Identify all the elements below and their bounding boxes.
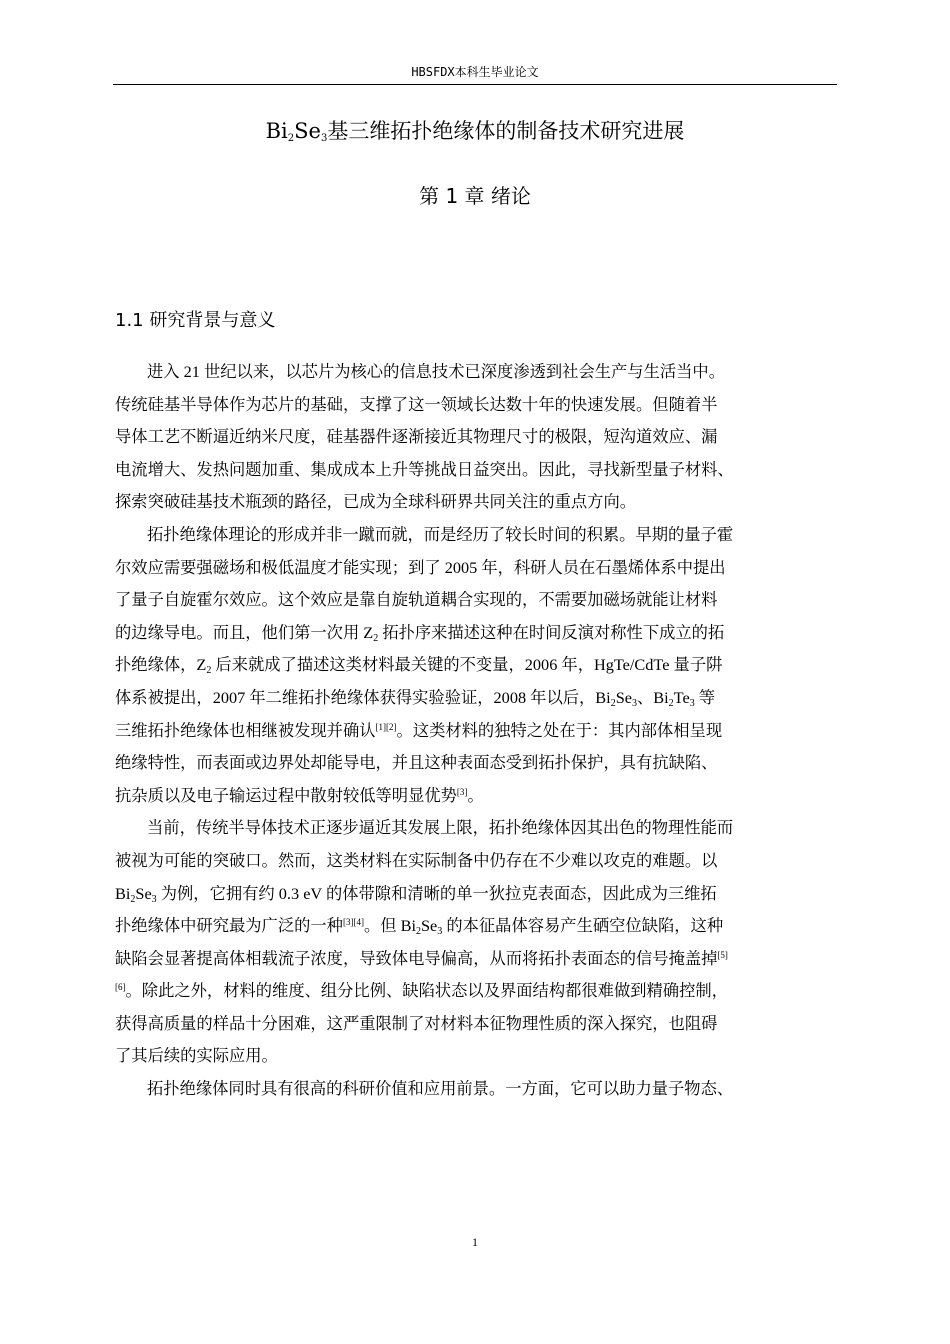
body-line (115, 715, 855, 748)
body-line (115, 943, 855, 976)
body-line: 拓扑绝缘体同时具有很高的科研价值和应用前景。一方面，它可以助力量子物态、 (147, 1079, 734, 1099)
text-run: Se (135, 883, 152, 903)
thesis-title (113, 114, 837, 148)
text-run: Te (673, 687, 690, 707)
body-line: 导体工艺不断逼近纳米尺度，硅基器件逐渐接近其物理尺寸的极限，短沟道效应、漏 (115, 427, 718, 447)
body-line: 传统硅基半导体作为芯片的基础，支撑了这一领域长达数十年的快速发展。但随着半 (115, 394, 718, 414)
text-run: 体系被提出，2007 年二维拓扑绝缘体获得实验验证，2008 年以后，Bi (115, 687, 611, 707)
subscript: 2 (668, 697, 674, 709)
text-run: 扑绝缘体，Z (115, 655, 207, 675)
body-line (115, 682, 855, 715)
page-number: 1 (472, 1235, 478, 1249)
body-line: 电流增大、发热问题加重、集成成本上升等挑战日益突出。因此，寻找新型量子材料、 (115, 459, 734, 479)
subscript: 2 (130, 893, 136, 905)
text-run: 抗杂质以及电子输运过程中散射较低等明显优势 (115, 785, 457, 805)
citation-ref[interactable]: [5] (717, 949, 728, 960)
text-run: 的边缘导电。而且，他们第一次用 Z (115, 622, 374, 642)
text-run: 为例，它拥有约 0.3 eV 的体带隙和清晰的单一狄拉克表面态，因此成为三维拓 (156, 883, 717, 903)
body-line: 了量子自旋霍尔效应。这个效应是靠自旋轨道耦合实现的，不需要加磁场就能让材料 (115, 590, 718, 610)
subscript: 3 (631, 697, 637, 709)
body-line: 探索突破硅基技术瓶颈的路径，已成为全球科研界共同关注的重点方向。 (115, 492, 637, 512)
text-run: 扑绝缘体中研究最为广泛的一种 (115, 916, 343, 936)
body-line (115, 617, 855, 650)
text-run: 的本征晶体容易产生硒空位缺陷，这种 (442, 916, 724, 936)
body-line: 绝缘特性，而表面或边界处却能导电，并且这种表面态受到拓扑保护，具有抗缺陷、 (115, 753, 718, 773)
subscript: 3 (689, 697, 695, 709)
body-line: 进入 21 世纪以来，以芯片为核心的信息技术已深度渗透到社会生产与生活当中。 (147, 362, 725, 381)
body-line: 当前，传统半导体技术正逐步逼近其发展上限，拓扑绝缘体因其出色的物理性能而 (147, 818, 734, 838)
text-run: Se (420, 916, 438, 936)
subscript: 3 (151, 893, 157, 905)
running-header: HBSFDX本科生毕业论文 (411, 65, 539, 79)
title-bi: Bi (265, 119, 288, 143)
body-line: 被视为可能的突破口。然而，这类材料在实际制备中仍存在不少难以攻克的难题。以 (115, 850, 718, 870)
body-line: 获得高质量的样品十分困难，这严重限制了对材料本征物理性质的深入探究，也阻碍 (115, 1013, 718, 1033)
text-run: 。除此之外，材料的维度、组分比例、缺陷状态以及界面结构都很难做到精确控制， (125, 981, 728, 1001)
subscript: 2 (610, 697, 616, 709)
title-se: Se (294, 119, 321, 143)
text-run: 、Bi (636, 687, 669, 707)
subscript: 2 (415, 926, 421, 938)
header-rule (113, 84, 837, 85)
chapter-title: 第 1 章 绪论 (419, 184, 531, 208)
title-subscript-3: 3 (320, 133, 328, 144)
body-line (115, 878, 855, 911)
body-text (115, 356, 855, 1106)
body-line: 尔效应需要强磁场和极低温度才能实现；到了 2005 年，科研人员在石墨烯体系中提出 (115, 557, 726, 577)
body-line (115, 975, 855, 1008)
text-run: 缺陷会显著提高体相载流子浓度，导致体电导偏高，从而将拓扑表面态的信号掩盖掉 (115, 948, 718, 968)
text-run: 拓扑序来描述这种在时间反演对称性下成立的拓 (378, 622, 725, 642)
citation-ref[interactable]: [3] (456, 786, 468, 797)
text-run: 等 (694, 687, 716, 707)
subscript: 2 (373, 632, 379, 644)
title-rest: 基三维拓扑绝缘体的制备技术研究进展 (327, 119, 685, 143)
body-line (115, 649, 855, 682)
body-line: 了其后续的实际应用。 (115, 1046, 278, 1066)
citation-ref[interactable]: [3][4] (342, 917, 364, 928)
text-run: 后来就成了描述这类材料最关键的不变量，2006 年，HgTe/CdTe 量子阱 (211, 655, 723, 675)
subscript: 3 (437, 926, 443, 938)
body-line (115, 780, 855, 813)
body-line: 拓扑绝缘体理论的形成并非一蹴而就，而是经历了较长时间的积累。早期的量子霍 (147, 524, 734, 544)
text-run: 。但 Bi (363, 916, 416, 936)
title-subscript-2: 2 (287, 133, 295, 144)
text-run: Se (615, 687, 632, 707)
text-run: 。 (467, 785, 484, 805)
text-run: 。这类材料的独特之处在于：其内部体相呈现 (396, 720, 723, 740)
section-heading: 1.1 研究背景与意义 (115, 310, 276, 331)
subscript: 2 (206, 665, 212, 677)
body-line (115, 910, 855, 943)
text-run: Bi (115, 883, 131, 903)
citation-ref[interactable]: [1][2] (375, 721, 397, 732)
citation-ref[interactable]: [6] (115, 982, 126, 993)
text-run: 三维拓扑绝缘体也相继被发现并确认 (115, 720, 376, 740)
